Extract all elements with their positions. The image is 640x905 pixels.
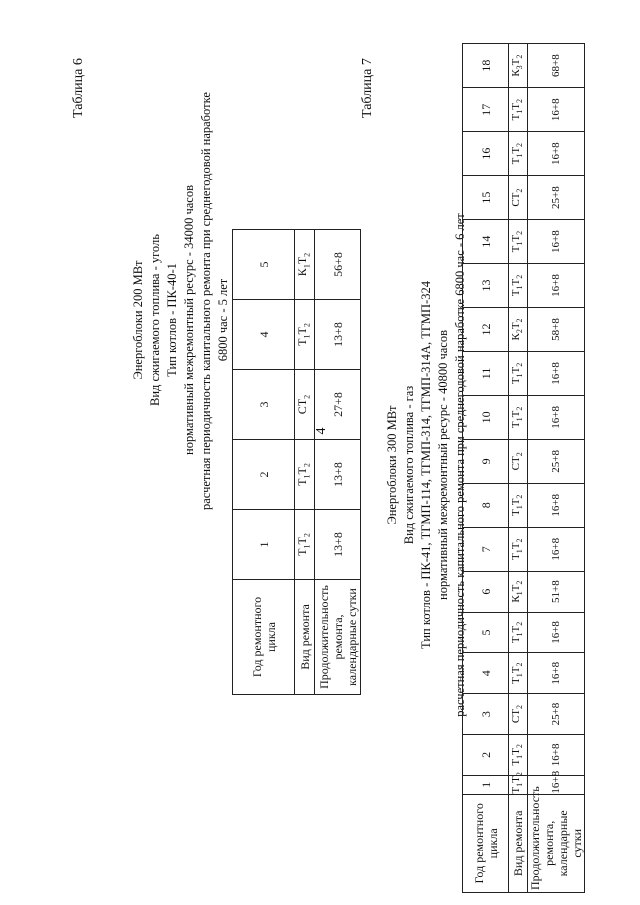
table6-cell: 3	[233, 370, 295, 440]
table6-cell: 1	[233, 510, 295, 580]
table7-cell: 11	[463, 351, 509, 395]
table7-cell: $Т_1Т_2$	[509, 264, 528, 308]
table7-cell: $К_1Т_2$	[509, 571, 528, 612]
table6-cell: $Т_1Т_2$	[295, 510, 315, 580]
table6-cell: 13+8	[315, 510, 361, 580]
table7-cell: 4	[463, 653, 509, 694]
table7-cell: 16+8	[528, 734, 585, 775]
table7-cell: $Т_1Т_2$	[509, 88, 528, 132]
table7-cell: $Т_1Т_2$	[509, 220, 528, 264]
table7-rowhead-type: Вид ремонта	[509, 794, 528, 892]
table7-cell: 16+8	[528, 264, 585, 308]
table7-cell: 16+8	[528, 527, 585, 571]
table7-cell: 10	[463, 395, 509, 439]
table7-rowhead-year: Год ремонтного цикла	[463, 794, 509, 892]
table6-wrapper	[232, 229, 361, 695]
table7-cell: 25+8	[528, 176, 585, 220]
table7	[462, 43, 585, 893]
table6-rowhead-type: Вид ремонта	[295, 580, 315, 695]
table7-cell: 5	[463, 612, 509, 653]
table7-cell: $Т_1Т_2$	[509, 351, 528, 395]
table6-cell: 4	[233, 300, 295, 370]
table6-cell: 13+8	[315, 300, 361, 370]
table7-cell: $Т_1Т_2$	[509, 132, 528, 176]
table7-cell: $Т_1Т_2$	[509, 527, 528, 571]
table6-row-years	[233, 230, 295, 695]
table7-cell: 16+8	[528, 351, 585, 395]
table6-caption-line: нормативный межремонтный ресурс - 34000 часов	[182, 185, 196, 455]
table7-cell: $СТ_2$	[509, 439, 528, 483]
table7-cell: 68+8	[528, 44, 585, 88]
table7-caption-line: нормативный межремонтный ресурс - 40800 часов	[436, 330, 450, 600]
table6-rowhead-duration: Продолжительность ремонта, календарные сутки	[315, 580, 361, 695]
table7-row-types	[509, 44, 528, 893]
table7-cell: 18	[463, 44, 509, 88]
table7-cell: 17	[463, 88, 509, 132]
table6-caption-line: Энергоблоки 200 МВт	[131, 260, 145, 380]
table7-cell: 58+8	[528, 308, 585, 352]
table6-caption	[130, 92, 232, 510]
table7-cell: 9	[463, 439, 509, 483]
page-number: 4	[314, 427, 329, 435]
table6-caption-line: 6800 час - 5 лет	[216, 278, 230, 362]
table7-rowhead-duration: Продолжительность ремонта, календарные сутки	[528, 794, 585, 892]
table7-cell: 16+8	[528, 483, 585, 527]
table7-cell: $Т_1Т_2$	[509, 775, 528, 794]
table7-cell: 3	[463, 694, 509, 735]
table6-row-durations	[315, 230, 361, 695]
table7-caption-line: Энергоблоки 300 МВт	[385, 405, 399, 525]
table6-caption-line: расчетная периодичность капитального ремонта при среднегодовой наработке	[199, 92, 213, 510]
table7-cell: $Т_1Т_2$	[509, 734, 528, 775]
table6-caption-line: Вид сжигаемого топлива - уголь	[148, 234, 162, 406]
table6-cell: $СТ_2$	[295, 370, 315, 440]
table7-cell: 16+8	[528, 653, 585, 694]
table6-cell: 2	[233, 440, 295, 510]
table7-cell: 51+8	[528, 571, 585, 612]
table7-row-durations	[528, 44, 585, 893]
table7-cell: 1	[463, 775, 509, 794]
table7-cell: 16+8	[528, 88, 585, 132]
table7-cell: 14	[463, 220, 509, 264]
table7-cell: 7	[463, 527, 509, 571]
table7-label: Таблица 7	[360, 58, 375, 118]
table6-rowhead-year: Год ремонтного цикла	[233, 580, 295, 695]
table7-cell: $К_2Т_2$	[509, 308, 528, 352]
table6	[232, 229, 361, 695]
table7-caption	[384, 200, 469, 730]
table7-cell: 16+8	[528, 132, 585, 176]
table7-cell: $СТ_2$	[509, 176, 528, 220]
table7-cell: 16+8	[528, 220, 585, 264]
table7-cell: 13	[463, 264, 509, 308]
table6-caption-line: Тип котлов - ПК-40-1	[165, 263, 179, 377]
table7-cell: 15	[463, 176, 509, 220]
table6-label: Таблица 6	[71, 58, 86, 118]
table7-cell: 12	[463, 308, 509, 352]
table7-cell: $К_3Т_2$	[509, 44, 528, 88]
table7-caption-line: Тип котлов - ПК-41, ТГМП-114, ТГМП-314, ТГМП-314А, ТГМП-324	[419, 281, 433, 649]
table7-cell: 16+8	[528, 612, 585, 653]
table7-caption-line: Вид сжигаемого топлива - газ	[402, 385, 416, 545]
table7-cell: $СТ_2$	[509, 694, 528, 735]
table6-cell: $К_1Т_2$	[295, 230, 315, 300]
table7-cell: 25+8	[528, 439, 585, 483]
table7-cell: 16+8	[528, 395, 585, 439]
table6-cell: $Т_1Т_2$	[295, 300, 315, 370]
table7-cell: $Т_1Т_2$	[509, 483, 528, 527]
table6-cell: 5	[233, 230, 295, 300]
table7-wrapper	[462, 43, 585, 893]
table6-cell: 56+8	[315, 230, 361, 300]
table7-cell: $Т_1Т_2$	[509, 653, 528, 694]
table7-cell: 16	[463, 132, 509, 176]
table7-cell: 25+8	[528, 694, 585, 735]
table6-row-types	[295, 230, 315, 695]
table6-cell: $Т_1Т_2$	[295, 440, 315, 510]
table7-caption-line: расчетная периодичность капитального ремонта при среднегодовой наработке 6800 час - 6 лет	[453, 213, 467, 717]
table7-cell: $Т_1Т_2$	[509, 395, 528, 439]
table6-cell: 13+8	[315, 440, 361, 510]
table7-cell: 8	[463, 483, 509, 527]
table7-row-years	[463, 44, 509, 893]
table7-cell: 2	[463, 734, 509, 775]
table6-cell: 27+8	[315, 370, 361, 440]
table7-cell: 16+8	[528, 775, 585, 794]
table7-cell: 6	[463, 571, 509, 612]
table7-cell: $Т_1Т_2$	[509, 612, 528, 653]
